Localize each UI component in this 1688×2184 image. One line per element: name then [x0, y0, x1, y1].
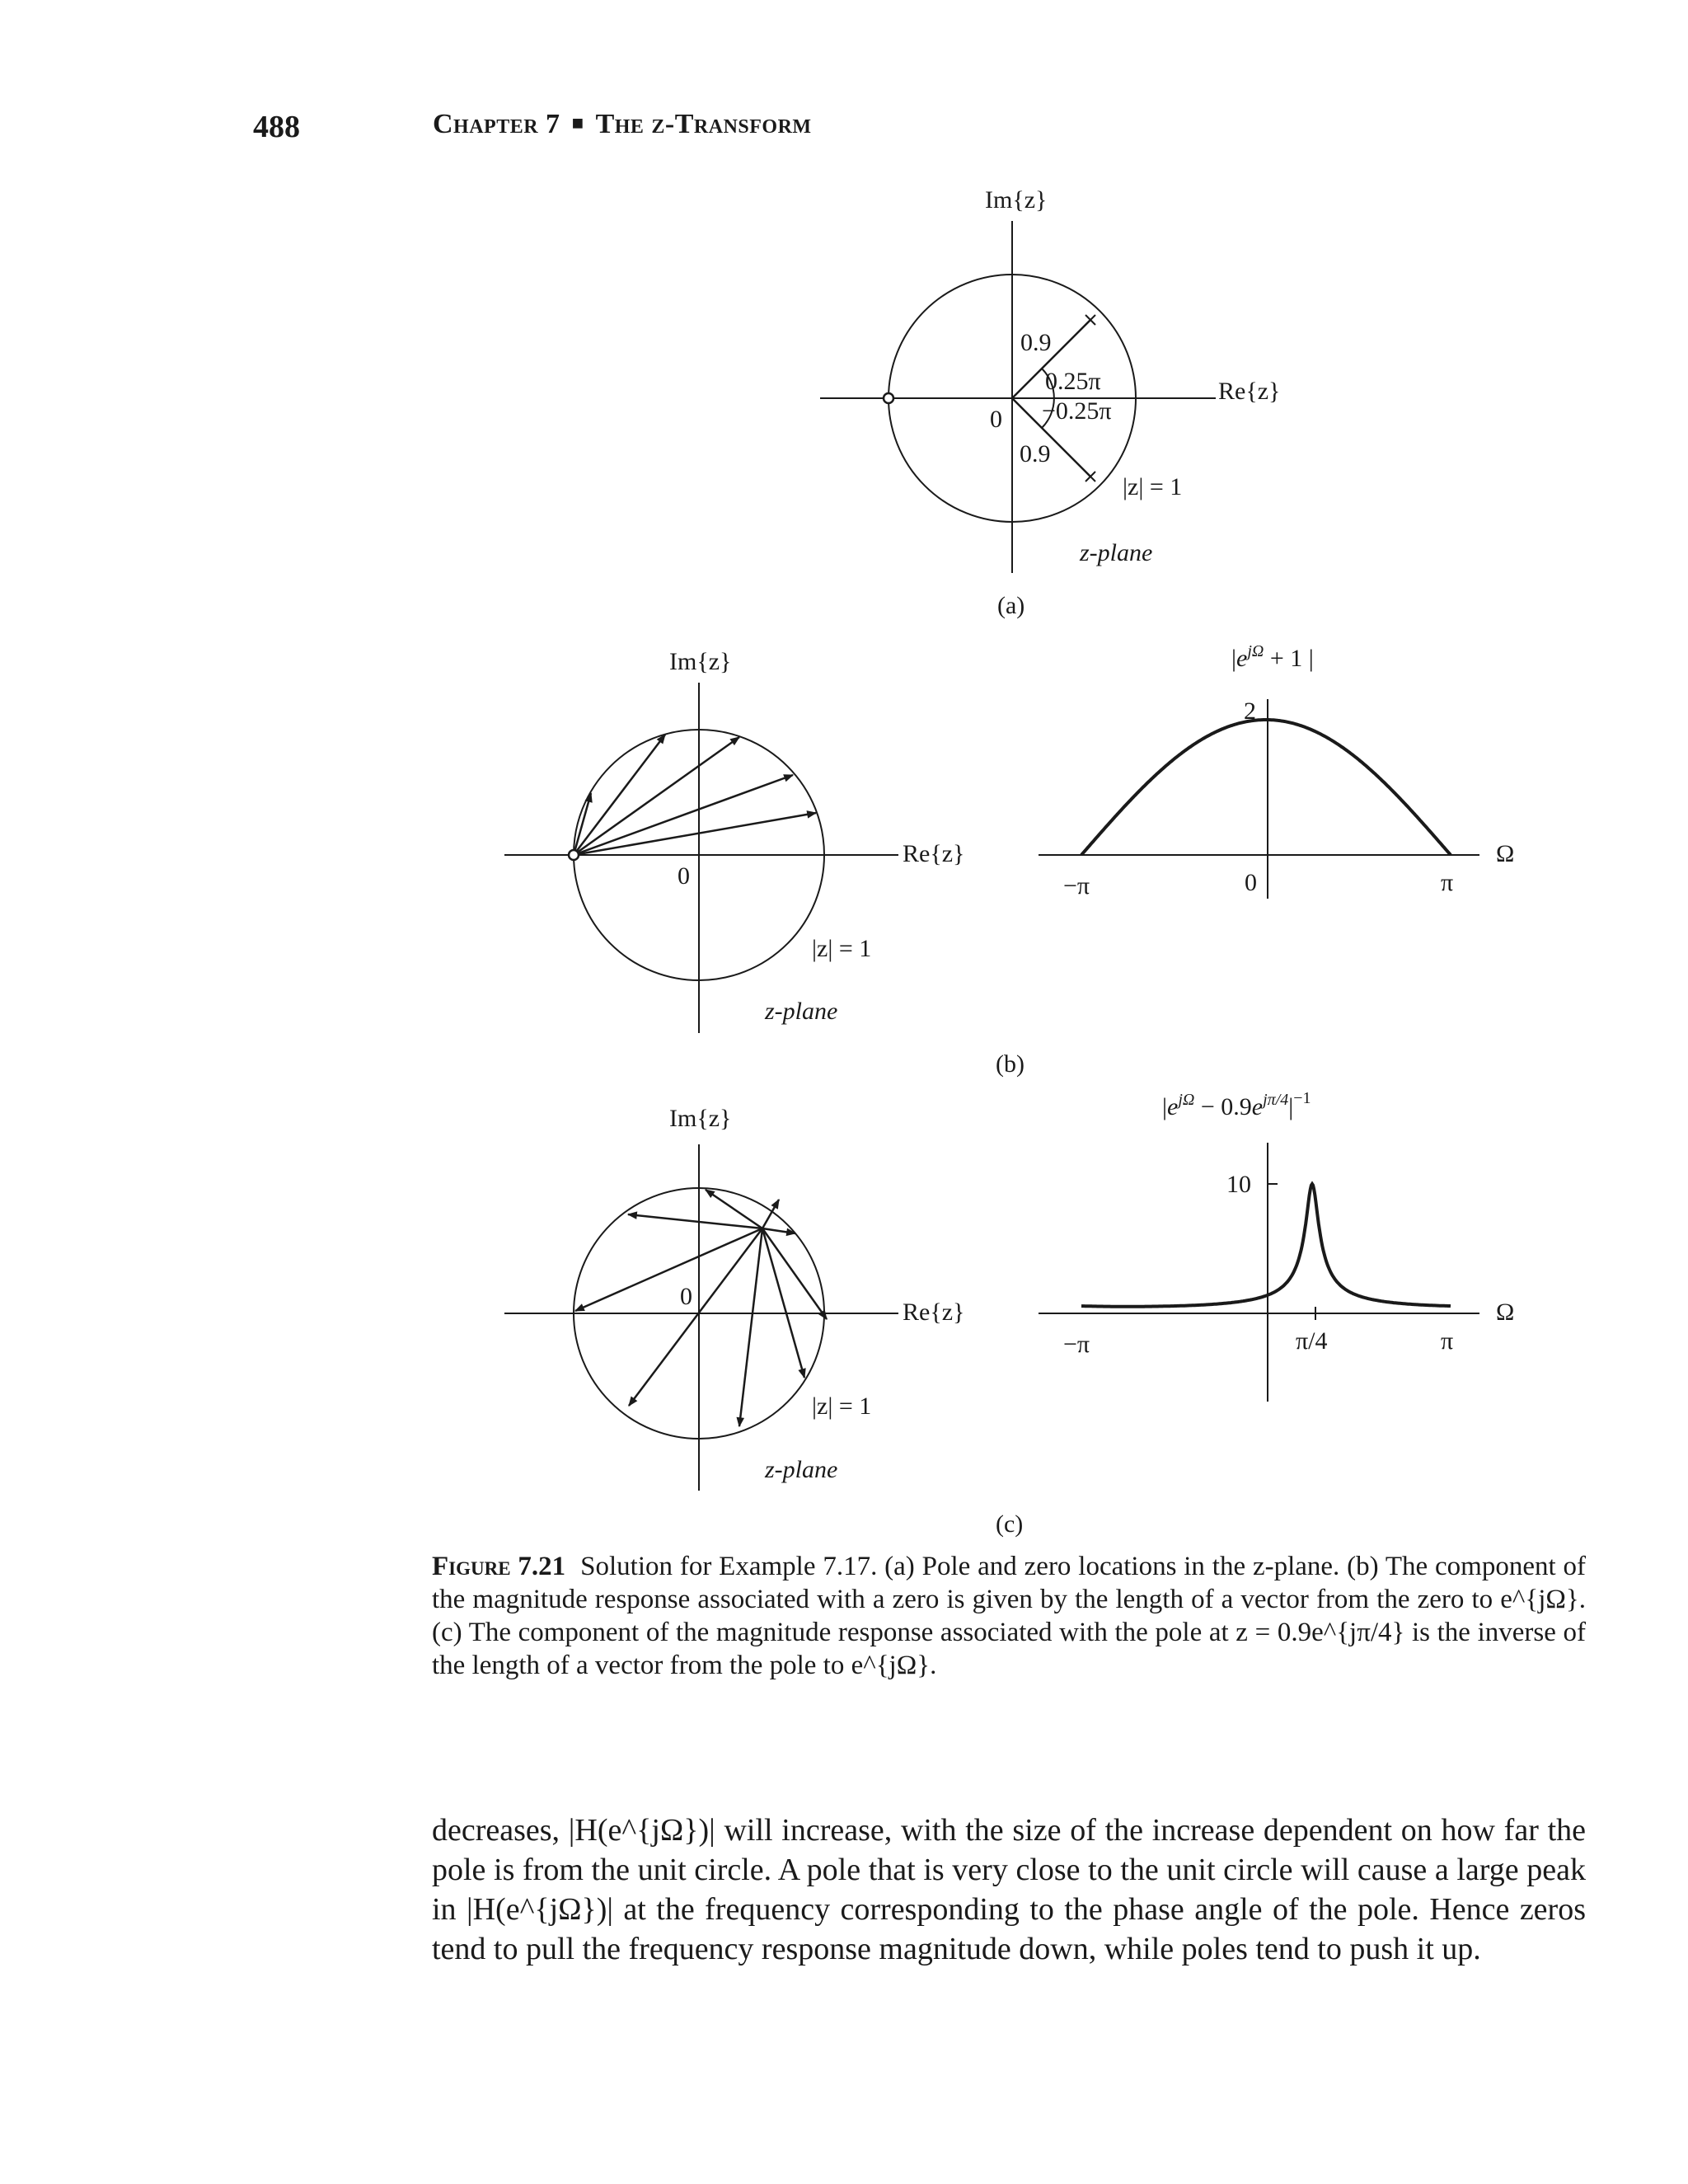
y-tick-c-10: 10	[1226, 1171, 1251, 1198]
chapter-label: Chapter 7	[433, 109, 560, 139]
separator-square-icon: ■	[571, 113, 584, 134]
radius-label-upper: 0.9	[1020, 329, 1052, 356]
origin-label-c: 0	[680, 1283, 692, 1310]
im-label-a: Im{z}	[985, 186, 1048, 214]
ylabel-c-inverse: −1	[1293, 1089, 1311, 1107]
x-tick-c-minus-pi: −π	[1063, 1331, 1090, 1358]
ylabel-b-e: e	[1236, 645, 1248, 672]
panel-label-b: (b)	[996, 1050, 1025, 1078]
ylabel-c	[1162, 1089, 1311, 1120]
x-tick-c-pi: π	[1441, 1327, 1454, 1355]
panel-c-z-plane	[504, 1105, 964, 1491]
ylabel-b	[1231, 642, 1314, 672]
zero-magnitude-curve	[1081, 720, 1451, 855]
radius-label-lower: 0.9	[1020, 440, 1051, 467]
angle-label-upper: 0.25π	[1045, 368, 1101, 395]
zero-vectors-b	[574, 735, 816, 855]
plane-label-c: z-plane	[765, 1456, 838, 1483]
ylabel-c-bar-open: |	[1162, 1093, 1168, 1120]
plane-label-b: z-plane	[765, 998, 838, 1025]
pole-marker-lower	[1085, 472, 1095, 481]
panel-c-magnitude-plot	[996, 1089, 1514, 1538]
ylabel-c-minus: − 0.9	[1194, 1093, 1252, 1120]
im-label-c: Im{z}	[669, 1105, 732, 1132]
x-tick-b-pi: π	[1441, 869, 1454, 896]
ylabel-c-exp1: jΩ	[1178, 1091, 1195, 1109]
panel-b-z-plane	[504, 648, 964, 1033]
figure-label: Figure 7.21	[432, 1552, 566, 1581]
x-tick-c-pi-over-4: π/4	[1296, 1327, 1328, 1355]
panel-label-a: (a)	[997, 592, 1025, 619]
caption-text: Solution for Example 7.17. (a) Pole and zero locations in the z-plane. (b) The component of the magnitude response associated with a zero is given by the length of a vector from the zero to e^{jΩ}. (c) The component of the magnitude response associated with the pole at z = 0.9e^{jπ/4} is the inverse of the length of a vector from the pole to e^{jΩ}.	[432, 1552, 1586, 1680]
plane-label-a: z-plane	[1080, 539, 1153, 566]
ylabel-b-plus: + 1 |	[1264, 645, 1314, 672]
angle-label-lower: −0.25π	[1042, 397, 1112, 425]
body-text	[432, 1811, 1586, 1969]
ylabel-c-e: e	[1167, 1093, 1179, 1120]
ylabel-c-e2: e	[1251, 1093, 1264, 1120]
chapter-title: The z-Transform	[595, 109, 812, 139]
body-paragraph: decreases, |H(e^{jΩ})| will increase, with the size of the increase dependent on how far the pole is from the unit circle. A pole that is very close to the unit circle will cause a large peak in |H(e^{jΩ})| at the frequency corresponding to the phase angle of the pole. Hence zeros tend to pull the frequency response magnitude down, while poles tend to push it up.	[432, 1813, 1586, 1966]
unit-circle-label-b: |z| = 1	[812, 935, 872, 962]
panel-label-c: (c)	[996, 1510, 1024, 1538]
re-label-c: Re{z}	[903, 1299, 965, 1326]
panel-b-magnitude-plot	[996, 642, 1514, 1078]
im-label-b: Im{z}	[669, 648, 732, 675]
re-label-a: Re{z}	[1218, 378, 1281, 405]
figure-caption	[432, 1550, 1586, 1682]
ylabel-b-bar-open: |	[1231, 645, 1237, 672]
xlabel-b-omega: Ω	[1496, 840, 1515, 867]
page-number: 488	[253, 110, 300, 144]
x-tick-b-minus-pi: −π	[1063, 872, 1090, 899]
zero-marker-a	[884, 393, 893, 403]
unit-circle-label-c: |z| = 1	[812, 1393, 872, 1420]
x-tick-b-zero: 0	[1245, 869, 1257, 896]
unit-circle-label-a: |z| = 1	[1123, 473, 1183, 500]
re-label-b: Re{z}	[903, 840, 965, 867]
ylabel-b-exp: jΩ	[1247, 642, 1264, 660]
y-tick-b-2: 2	[1244, 697, 1256, 725]
origin-label-b: 0	[678, 862, 690, 890]
pole-marker-upper	[1085, 315, 1095, 325]
ylabel-c-exp2: jπ/4	[1263, 1091, 1289, 1109]
pole-magnitude-curve	[1081, 1184, 1451, 1307]
ylabel-c-bar-close: |	[1288, 1093, 1294, 1120]
xlabel-c-omega: Ω	[1496, 1299, 1515, 1326]
zero-marker-b	[569, 850, 579, 860]
origin-label-a: 0	[990, 406, 1002, 433]
panel-a	[820, 186, 1280, 619]
